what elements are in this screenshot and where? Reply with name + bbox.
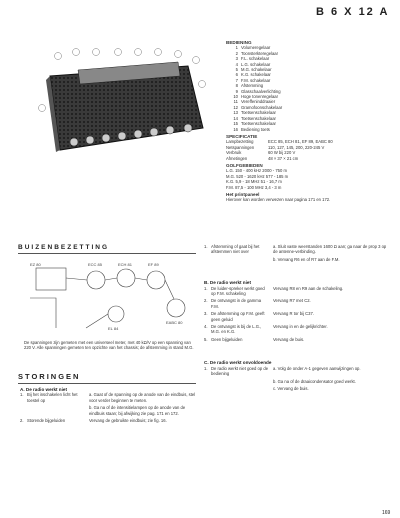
- fault-item: 1. De radio werkt niet goed op de bediening a. Volg de onder A-1 gegeven aanwijzingen op.: [204, 365, 361, 377]
- bediening-item: 9 Glasschaalverlichting: [235, 88, 281, 94]
- radio-illustration: [38, 48, 208, 164]
- bediening-item: 1 Volumeregelaar: [235, 45, 271, 51]
- fault-item: 5. Geen bijgeluiden Vervang de buis.: [204, 336, 305, 342]
- fault-item: 2. Storende bijgeluiden Vervang de gebruikte eindbuis; zie fig. 16.: [20, 418, 167, 424]
- specificatie-title: SPECIFICATIE: [226, 133, 258, 139]
- bediening-item: 2 Toonsterkteregelaar: [235, 50, 279, 56]
- fault-item: 1. Bij het inschakelen licht het toestel op a. Gaat of de spanning op de anode van de eindbuis, stel voor verder beginnen te meten.: [20, 392, 196, 403]
- band-row: M.G. 520 - 1620 kHz 577 - 185 m: [226, 173, 289, 179]
- band-row: K.G. 5,9 - 18 MHz 51 - 16,7 m: [226, 179, 282, 185]
- spec-row: Lampbezetting ECC 85, ECH 81, EF 89, EABC 80: [226, 139, 333, 145]
- spec-row: Afmetingen 48 × 37 × 21 cm: [226, 155, 299, 161]
- buizen-title: BUIZENBEZETTING: [18, 244, 110, 251]
- svg-text:ECC 85: ECC 85: [88, 262, 103, 267]
- bediening-item: 14 Toetsenschakelaar: [233, 115, 276, 121]
- fault-item: 1. Afstemming of gaat bij het afstemmen niet over a. Sluit vaste weerstanden 1600 Ω aan; ga naar de prop 3 op de antenne-verbinding.: [204, 244, 387, 255]
- section-b-title: B. De radio werkt niet: [204, 280, 251, 286]
- spec-row: Netspanningen 110, 127, 145, 200, 220-245 V: [226, 144, 325, 150]
- section-c-title: C. De radio werkt onvoldoende: [204, 360, 272, 366]
- page-number: 169: [382, 510, 391, 516]
- model-number: B 6 X 12 A: [316, 6, 390, 18]
- bediening-item: 4 L.G. schakelaar: [235, 61, 271, 67]
- svg-text:EZ 80: EZ 80: [30, 262, 41, 267]
- bediening-title: BEDIENING: [226, 40, 252, 45]
- svg-text:ECH 81: ECH 81: [118, 262, 133, 267]
- bediening-item: 15 Toetsenschakelaar: [233, 121, 276, 127]
- printpaneel-title: Het printpaneel: [226, 191, 260, 197]
- bediening-item: 12 Gramofoonschakelaar: [233, 104, 283, 110]
- bediening-item: 5 M.G. schakelaar: [235, 67, 272, 73]
- bediening-item: 13 Toetsenschakelaar: [233, 110, 276, 116]
- bediening-item: 3 F.L. schakelaar: [235, 56, 270, 62]
- svg-text:EL 84: EL 84: [108, 326, 119, 331]
- fault-item: c. Vervang de buis.: [273, 385, 309, 391]
- band-row: F.M. 87,5 - 100 MHz 3,4 - 3 m: [226, 184, 282, 190]
- svg-text:EABC 80: EABC 80: [166, 320, 183, 325]
- fault-item: b. Ga na of de draaicondensator goed werkt.: [273, 378, 356, 384]
- bediening-item: 10 Hoge tonenregelaar: [233, 94, 279, 100]
- spec-row: Verbruik 60 W bij 220 V: [226, 150, 296, 156]
- specification-column: [226, 38, 394, 203]
- storingen-rule: [18, 383, 196, 384]
- right-column-faults: [204, 244, 392, 393]
- golfgebieden-title: GOLFGEBIEDEN: [226, 162, 263, 168]
- section-a: [20, 387, 198, 425]
- fault-item: b. Vervang R6 en of R7 aan de F.M.: [273, 256, 340, 262]
- printpaneel-text: Hierover kan worden verwezen naar pagina 171 en 172.: [226, 197, 331, 203]
- section-a-title: A. De radio werkt niet: [20, 387, 67, 392]
- bediening-item: 6 K.G. schakelaar: [235, 72, 271, 78]
- svg-text:EF 89: EF 89: [148, 262, 159, 267]
- fault-item: 1. De luider-spreker werkt goed op F.M. schakeling Vervang R8 en R9 aan de schakeling.: [204, 285, 344, 297]
- bediening-item: 11 Vereffeninddraaier: [233, 99, 276, 105]
- bediening-item: 7 F.M. schakelaar: [235, 77, 271, 83]
- fault-item: b. Ga na of de intensitielampen op de anode van de eindbuis staan; bij afwijking zie pag. 171 en 172.: [89, 405, 186, 416]
- fault-item: 4. De ontvangst is bij de L.G., M.G. en K.G. Vervang in en de gelijkrichter.: [204, 324, 328, 335]
- fault-item: 3. De afstemming op F.M. geeft geen geluid Vervang R tor bij C37.: [204, 311, 314, 322]
- band-row: L.G. 150 - 400 kHz 2000 - 750 m: [226, 168, 287, 174]
- bediening-item: 8 Afstemming: [235, 83, 264, 89]
- storingen-title: STORINGEN: [18, 372, 81, 381]
- buizen-rule: [18, 253, 196, 254]
- tube-layout-diagram: [26, 258, 196, 338]
- fault-item: 2. De ontvangst in de gamma F.M. Vervang R7 met C2.: [204, 298, 311, 309]
- bediening-item: 16 Bediening toets: [233, 126, 270, 132]
- buizen-note: De spanningen zijn gemeten met een universeel meter, met 40 kΩ/V op een spanning van 220 V. Alle spanningen gemeten ten opzichte van het chassis; de afstemming in stand M.G.: [24, 340, 194, 351]
